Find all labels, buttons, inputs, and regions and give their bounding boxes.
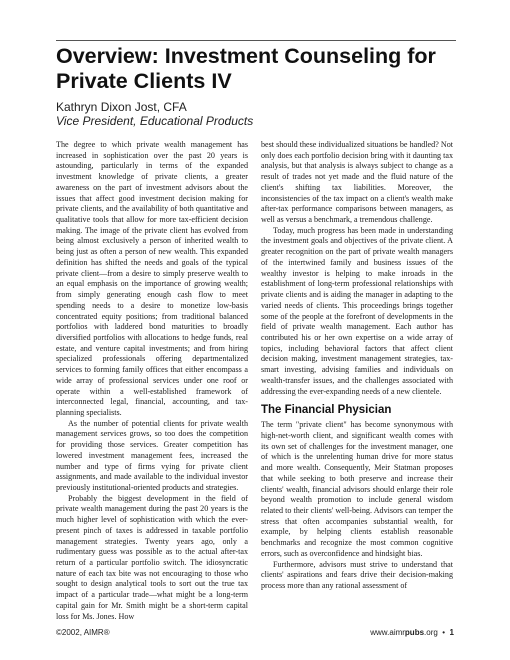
body-paragraph: The degree to which private wealth management has increased in sophistication over the past 20 years is astounding, particularly in terms of the expanded investment knowledge of private clients, a greater awareness on the part of investment advisors about the issues that affect good investment decision making for private clients, and the availability of both quantitative and qualitative tools that allow for more tax-efficient decision making. The image of the private client has evolved from being almost exclusively a person of inherited wealth to being just as often a person of new wealth. This expanded definition has shifted the needs and goals of the typical private client—from a desire to simply preserve wealth to an equal emphasis on the importance of growing wealth; from simply generating enough cash flow to meet spending needs to a desire to monetize low-basis concentrated equity positions; from traditional balanced portfolios with laddered bond maturities to broadly diversified portfolios with allocations to hedge funds, real estate, and venture capital investments; and from hiring specialized professionals offering departmentalized services to forming family offices that either encompass a wide array of professional services under one roof or operate within a well-established framework of interconnected legal, financial, accounting, and tax-planning specialists.: [56, 140, 248, 417]
footer-site-suffix: .org: [424, 628, 438, 637]
author-role: Vice President, Educational Products: [56, 114, 254, 128]
body-paragraph: Furthermore, advisors must strive to understand that clients' aspirations and fears drive their decision-making process more than any rational assessment of: [261, 559, 453, 591]
page-number: 1: [449, 628, 454, 637]
body-paragraph: The term "private client" has become synonymous with high-net-worth client, and significant wealth comes with its own set of challenges for the investment manager, one of which is the unrelenting human drive for more status and more wealth. Consequently, Meir Statman proposes that while seeking to both preserve and increase their clients' wealth, financial advisors should enlarge their role beyond wealth promotion to include general wisdom related to their clients' well-being. Advisors can temper the stress that often accompanies substantial wealth, for example, by helping clients establish reasonable benchmarks and recognize the most common cognitive errors, such as overconfidence and hindsight bias.: [261, 420, 453, 558]
body-paragraph: best should these individualized situations be handled? Not only does each portfolio decision bring with it daunting tax analysis, but that analysis is always subject to change as a result of trades not yet made and the fluid nature of the client's shifting tax liabilities. Moreover, the inconsistencies of the tax impact on a client's wealth make after-tax performance comparisons between managers, as well as versus a benchmark, a tremendous challenge.: [261, 140, 453, 225]
right-column: [261, 140, 453, 592]
footer-separator: •: [442, 628, 446, 637]
top-rule: [56, 40, 456, 41]
footer-copyright: ©2002, AIMR®: [56, 628, 110, 637]
left-column: [56, 140, 248, 622]
section-heading: The Financial Physician: [261, 404, 392, 417]
footer-site-bold: pubs: [404, 628, 425, 637]
body-paragraph: Probably the biggest development in the field of private wealth management during the past 20 years is the much higher level of sophistication with which the ever-present pinch of taxes is addressed in taxable portfolio management strategies. Twenty years ago, only a rudimentary guess was possible as to the actual after-tax return of a particular portfolio switch. The idiosyncratic nature of each tax bite was not encouraging to those who sought to design analytical tools to sort out the true tax impact of a particular trade—what might be a long-term capital gain for Mr. Smith might be a short-term capital loss for Ms. Jones. How: [56, 493, 248, 621]
article-title: Overview: Investment Counseling for Private Clients IV: [56, 44, 436, 93]
footer-site: [370, 628, 454, 638]
body-paragraph: As the number of potential clients for private wealth management services grows, so too does the competition for providing those services. Greater competition has lowered investment management fees, increased the number and type of firms vying for private client assignments, and made available to the individual investor previously institutional-oriented products and strategies.: [56, 418, 248, 492]
author-name: Kathryn Dixon Jost, CFA: [56, 100, 187, 114]
footer-site-prefix: www.aimr: [370, 628, 405, 637]
body-paragraph: Today, much progress has been made in understanding the investment goals and objectives of the private client. A greater recognition on the part of private wealth managers of the intertwined family and business issues of the wealthy investor is helping to make inroads in the establishment of long-term professional relationships with private clients and is aiding the manager in adapting to the varied needs of clients. This proceedings brings together some of the people at the forefront of developments in the field of private wealth management. Each author has contributed his or her own expertise on a wide array of topics, including behavioral factors that affect client decision making, investment management strategies, tax-smart investing, advising families and individuals on wealth-transfer issues, and the challenges associated with addressing the ever-expanding needs of a new clientele.: [261, 225, 453, 396]
